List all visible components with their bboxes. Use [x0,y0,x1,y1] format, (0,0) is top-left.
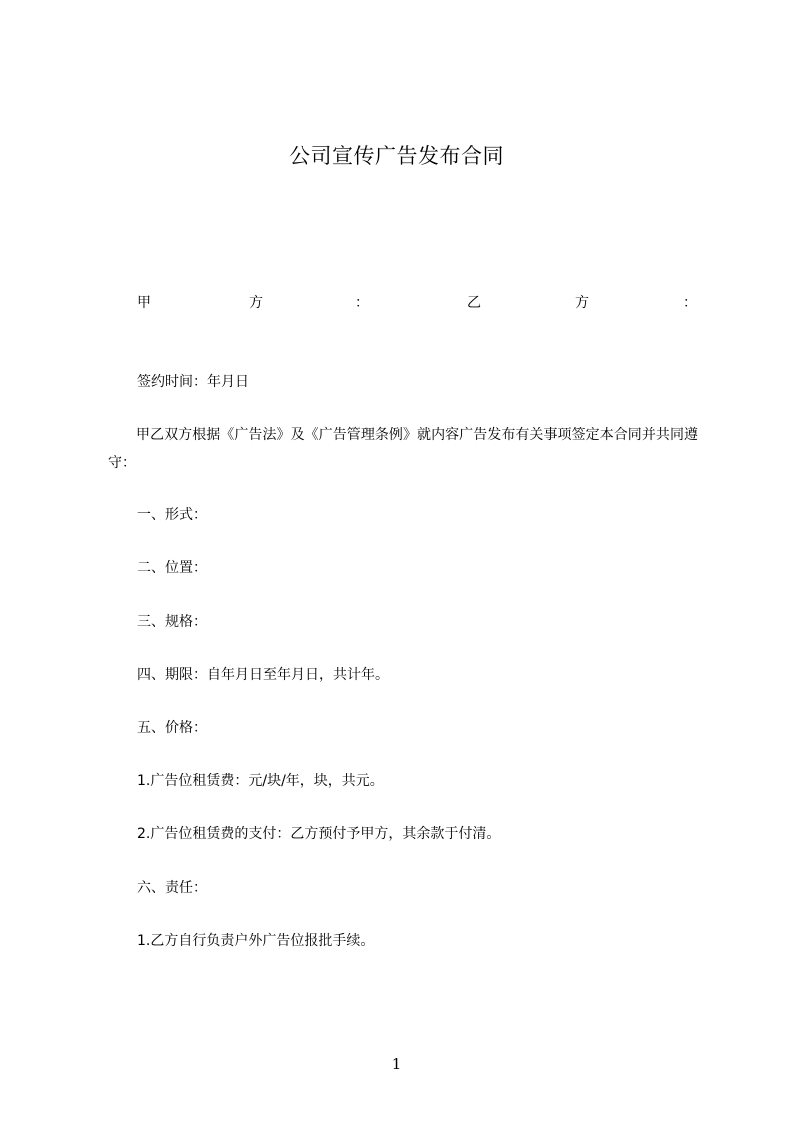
clause-price: 五、价格： [137,720,207,736]
sign-date: 签约时间：年月日 [137,374,249,390]
parties-line [137,292,697,314]
clause-price-item-2: 2.广告位租赁费的支付：乙方预付予甲方，其余款于付清。 [137,826,501,842]
party-a-label-char1: 甲 [137,295,151,311]
clause-responsibility: 六、责任： [137,880,207,896]
party-b-colon: ： [683,295,697,311]
party-a-colon: ： [355,295,369,311]
intro-paragraph: 甲乙双方根据《广告法》及《广告管理条例》就内容广告发布有关事项签定本合同并共同遵守： [108,427,698,471]
clause-term: 四、期限：自年月日至年月日，共计年。 [137,667,389,683]
party-a-label-char2: 方 [249,295,263,311]
party-b-label-char2: 方 [575,295,589,311]
party-b-label-char1: 乙 [467,295,481,311]
page-number: 1 [391,1055,402,1073]
clause-location: 二、位置： [137,560,207,576]
clause-responsibility-item-1: 1.乙方自行负责户外广告位报批手续。 [137,933,375,949]
clause-price-item-1: 1.广告位租赁费：元/块/年，块，共元。 [137,773,384,789]
clause-specification: 三、规格： [137,614,207,630]
document-title: 公司宣传广告发布合同 [289,144,504,168]
clause-form: 一、形式： [137,507,207,523]
